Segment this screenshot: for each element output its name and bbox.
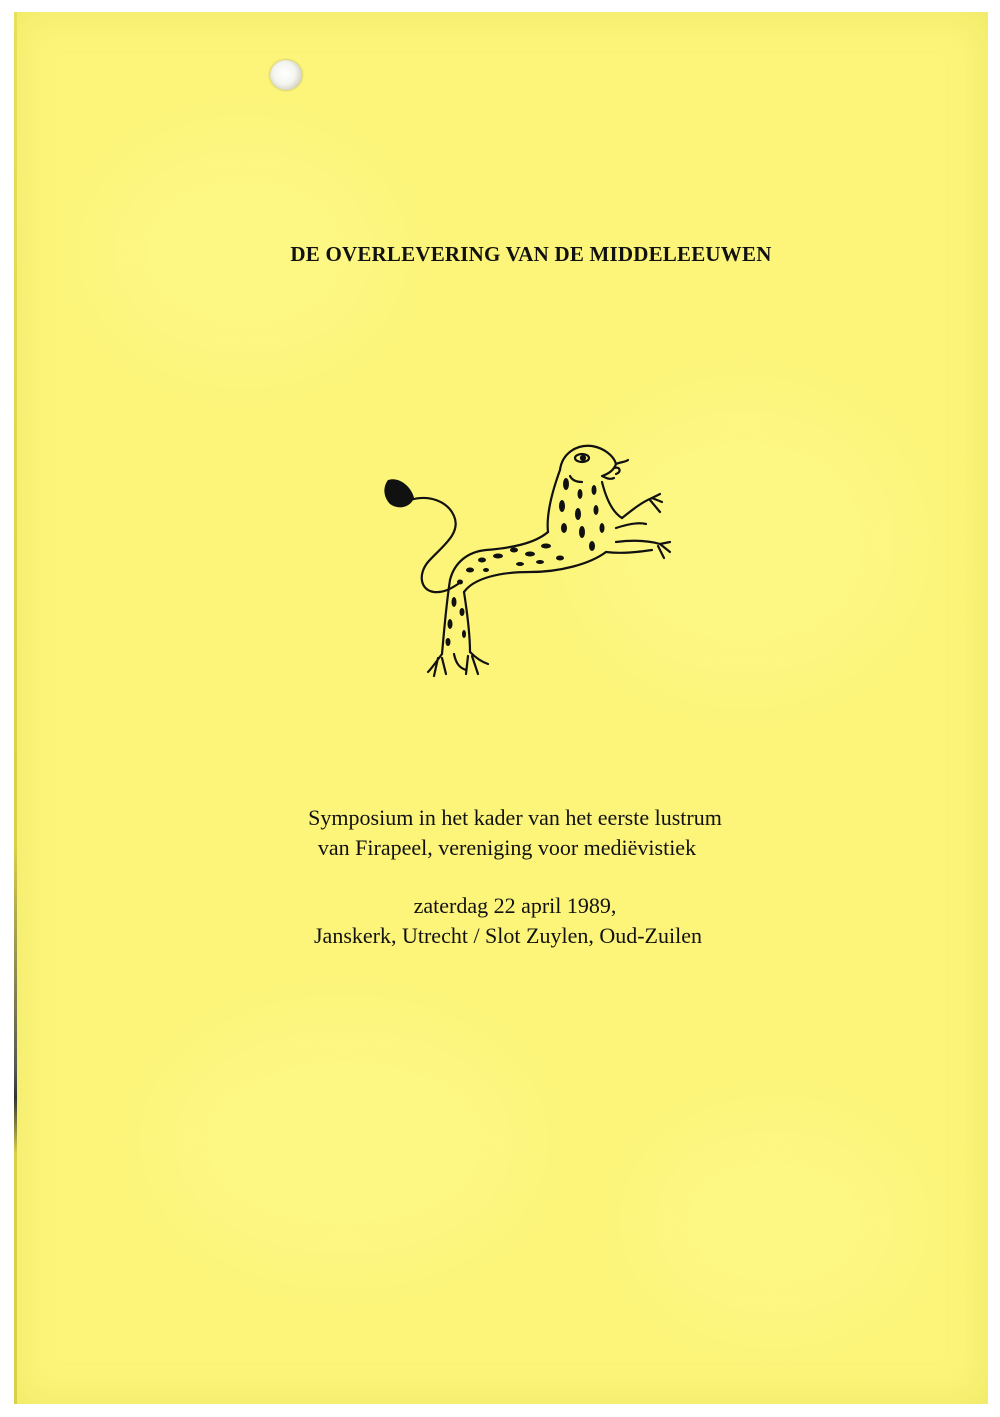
booklet-cover [14, 12, 988, 1404]
punch-hole [270, 60, 302, 90]
event-date: zaterdag 22 april 1989, [413, 893, 617, 918]
leopard-emblem-icon [370, 432, 690, 702]
page-edge [14, 12, 17, 1404]
subtitle-line-1: Symposium in het kader van het eerste lustrum [308, 805, 722, 830]
event-location: Janskerk, Utrecht / Slot Zuylen, Oud-Zuilen [314, 923, 702, 948]
subtitle-line-2: van Firapeel, vereniging voor mediëvistiek [317, 835, 697, 860]
paper-texture [154, 1012, 534, 1272]
page-title: DE OVERLEVERING VAN DE MIDDELEEUWEN [290, 242, 772, 266]
paper-texture [634, 1112, 914, 1332]
